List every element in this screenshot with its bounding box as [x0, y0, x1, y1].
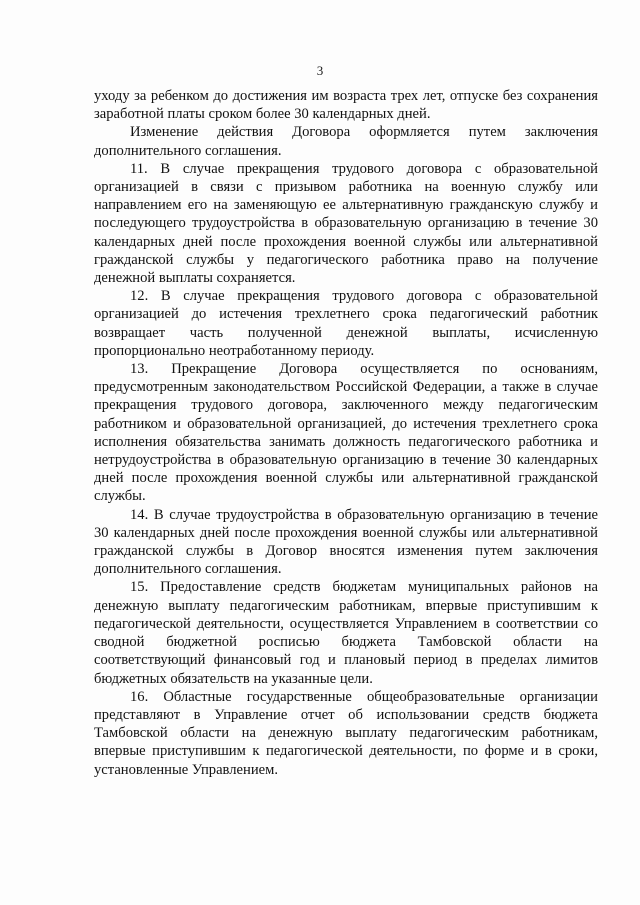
paragraph-11: 11. В случае прекращения трудового договора с образовательной организацией в связи с призывом работника на военную службу или направлением его на заменяющую ее альтернативную гражданскую службу и последующего трудоустройства в образовательную организацию в течение 30 календарных дней после прохождения военной службы или альтернативной гражданской службы у педагогического работника право на получение денежной выплаты сохраняется.: [94, 160, 598, 287]
document-body: [94, 87, 598, 779]
paragraph-14: 14. В случае трудоустройства в образовательную организацию в течение 30 календарных дней после прохождения военной службы или альтернативной гражданской службы в Договор вносятся изменения путем заключения дополнительного соглашения.: [94, 506, 598, 578]
paragraph-amendment: Изменение действия Договора оформляется путем заключения дополнительного соглашения.: [94, 124, 598, 159]
paragraph-13: 13. Прекращение Договора осуществляется по основаниям, предусмотренным законодательством Российской Федерации, а также в случае прекращения трудового договора, заключенного между педагогическим работником и образовательной организацией, до истечения трехлетнего срока исполнения обязательства занимать должность педагогического работника и нетрудоустройства в образовательную организацию в течение 30 календарных дней после прохождения военной службы или альтернативной гражданской службы.: [94, 361, 598, 505]
page-number: 3: [316, 63, 324, 78]
paragraph-16: 16. Областные государственные общеобразовательные организации представляют в Управление отчет об использовании средств бюджета Тамбовской области на денежную выплату педагогическим работникам, впервые приступившим к педагогической деятельности, по форме и в сроки, установленные Управлением.: [94, 688, 598, 778]
paragraph-15: 15. Предоставление средств бюджетам муниципальных районов на денежную выплату педагогическим работникам, впервые приступившим к педагогической деятельности, осуществляется Управлением в соответствии со сводной бюджетной росписью бюджета Тамбовской области на соответствующий финансовый год и плановый период в пределах лимитов бюджетных обязательств на указанные цели.: [94, 579, 598, 687]
paragraph-continued: уходу за ребенком до достижения им возраста трех лет, отпуске без сохранения заработной платы сроком более 30 календарных дней.: [94, 88, 598, 123]
paragraph-12: 12. В случае прекращения трудового договора с образовательной организацией до истечения трехлетнего срока педагогический работник возвращает часть полученной денежной выплаты, исчисленную пропорционально неотработанному периоду.: [94, 288, 598, 359]
